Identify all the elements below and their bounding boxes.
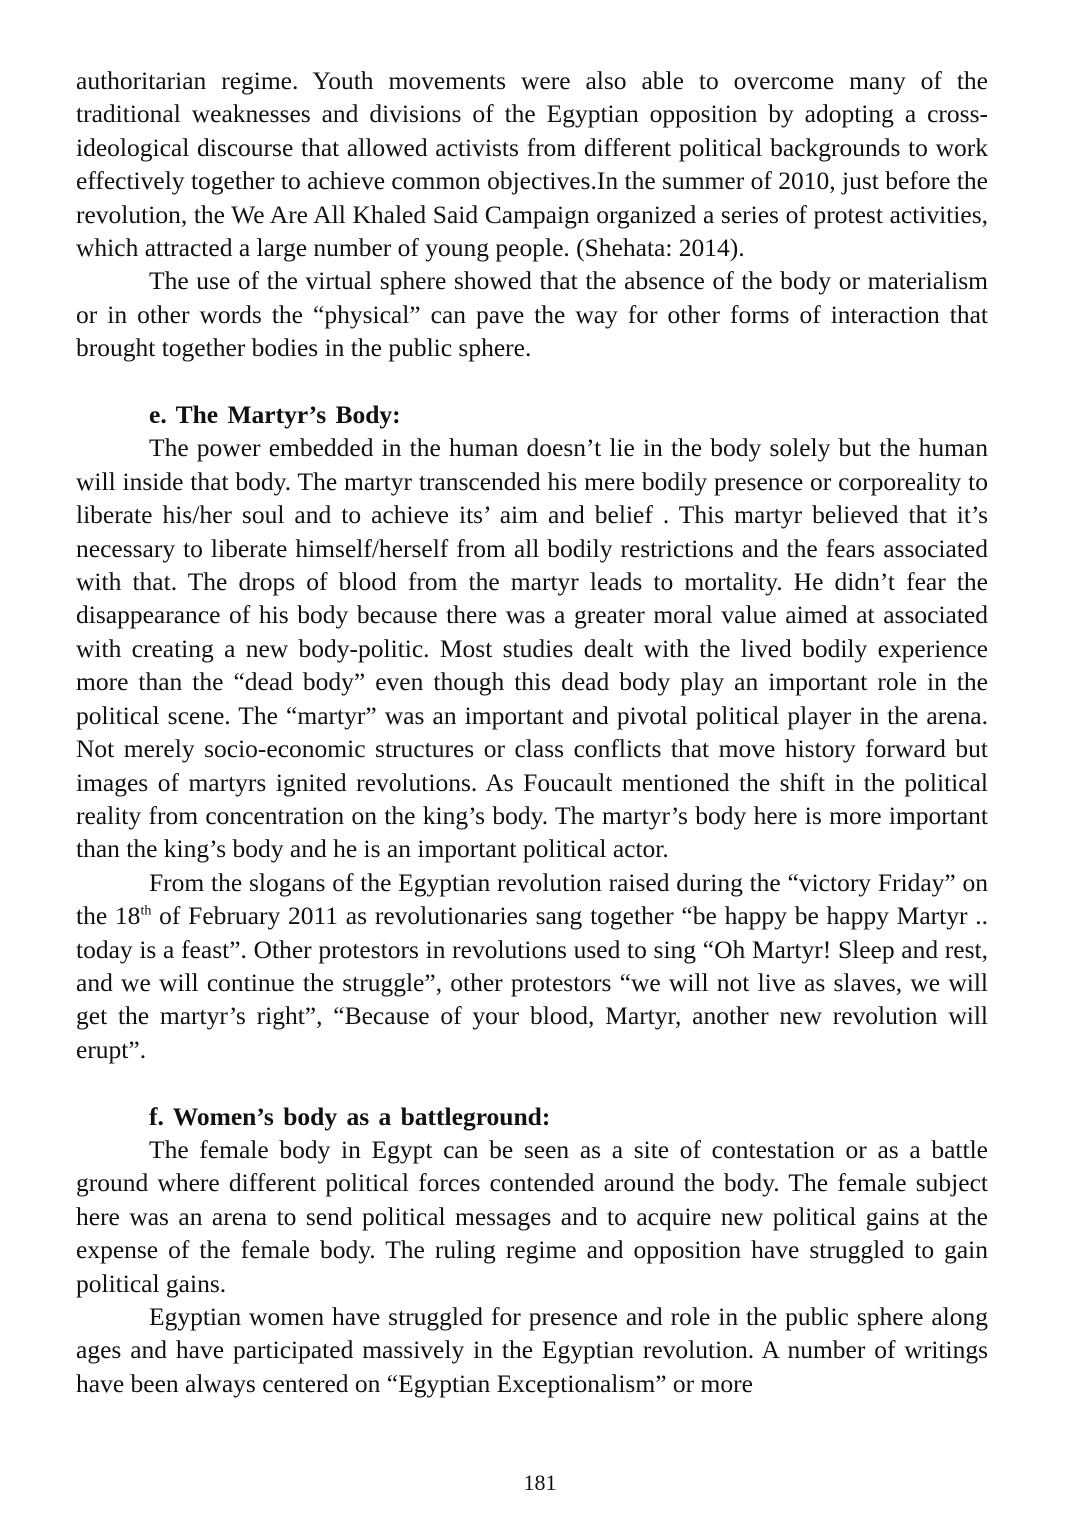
spacer bbox=[76, 365, 988, 398]
ordinal-superscript: th bbox=[140, 903, 152, 919]
section-heading-martyrs-body: e. The Martyr’s Body: bbox=[149, 400, 401, 430]
section-heading-womens-body: f. Women’s body as a battleground: bbox=[149, 1101, 551, 1131]
paragraph-martyr-power: The power embedded in the human doesn’t lie in the body solely but the human will inside that body. The martyr transcended his mere bodily presence or corporeality to liberate his/her soul and to achieve its’ aim and belief . This martyr believed that it’s necessary to liberate himself/herself from all bodily restrictions and the fears associated with that. The drops of blood from the martyr leads to mortality. He didn’t fear the disappearance of his body because there was a greater moral value aimed at associated with creating a new body-politic. Most studies dealt with the lived bodily experience more than the “dead body” even though this dead body play an important role in the political scene. The “martyr” was an important and pivotal political player in the arena. Not merely socio-economic structures or class conflicts that move history forward but images of martyrs ignited revolutions. As Foucault mentioned the shift in the political reality from concentration on the king’s body. The martyr’s body here is more important than the king’s body and he is an important political actor. bbox=[76, 433, 988, 864]
paragraph-female-body: The female body in Egypt can be seen as a site of contestation or as a battle ground where different political forces contended around the body. The female subject here was an arena to send political messages and to acquire new political gains at the expense of the female body. The ruling regime and opposition have struggled to gain political gains. bbox=[76, 1134, 988, 1298]
slogans-text-part1: From the slogans of the Egyptian revolution raised during the “victory Friday” on the 18 bbox=[76, 867, 988, 931]
spacer bbox=[76, 1066, 988, 1099]
paragraph-virtual-sphere: The use of the virtual sphere showed that the absence of the body or materialism or in other words the “physical” can pave the way for other forms of interaction that brought together bodies in the public sphere. bbox=[76, 266, 988, 363]
paragraph-continuation: authoritarian regime. Youth movements were also able to overcome many of the traditional weaknesses and divisions of the Egyptian opposition by adopting a cross-ideological discourse that allowed activists from different political backgrounds to work effectively together to achieve common objectives.In the summer of 2010, just before the revolution, the We Are All Khaled Said Campaign organized a series of protest activities, which attracted a large number of young people. (Shehata: 2014). bbox=[76, 66, 988, 263]
page-number: 181 bbox=[523, 1470, 557, 1495]
paragraph-egyptian-women: Egyptian women have struggled for presence and role in the public sphere along ages and have participated massively in the Egyptian revolution. A number of writings have been always centered on “Egyptian Exceptionalism” or more bbox=[76, 1302, 988, 1398]
paragraph-slogans bbox=[76, 866, 988, 1066]
slogans-text-part2: of February 2011 as revolutionaries sang together “be happy be happy Martyr .. today is a feast”. Other protestors in revolutions used to sing “Oh Martyr! Sleep and rest, and we will continue the struggle”, other protestors “we will not live as slaves, we will get the martyr’s right”, “Because of your blood, Martyr, another new revolution will erupt”. bbox=[76, 901, 988, 1064]
page-body bbox=[76, 64, 988, 1400]
